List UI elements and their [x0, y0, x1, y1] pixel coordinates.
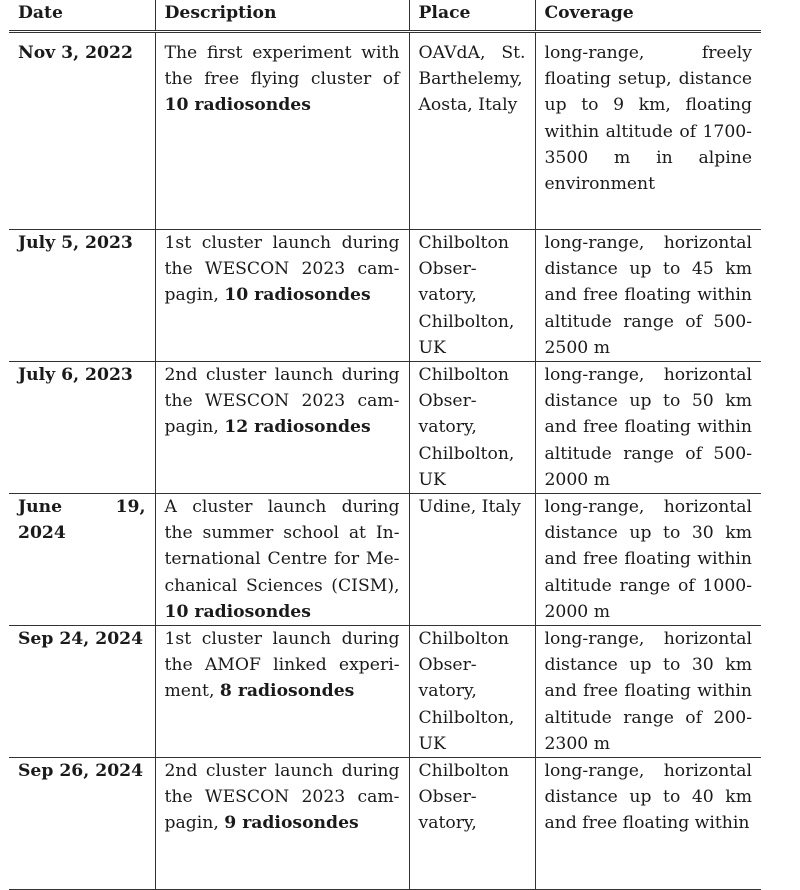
description-count: 10 radiosondes — [164, 601, 311, 622]
table-row — [9, 230, 761, 362]
row-place: Chilbolton Obser-vatory, Chilbolton, UK — [409, 230, 535, 362]
table-row — [9, 494, 761, 626]
row-place: Udine, Italy — [409, 494, 535, 626]
description-count: 8 radiosondes — [219, 681, 355, 702]
row-place: Chilbolton Obser-vatory, — [409, 758, 535, 890]
description-count: 12 radiosondes — [224, 417, 371, 438]
table-row — [9, 362, 761, 494]
description-text: 2nd cluster launch during the WESCON 2023 cam-pagin, — [164, 761, 400, 834]
row-coverage: long-range, horizontal distance up to 50 km and free floating within altitude range of 500-2000 m — [535, 362, 761, 494]
table-body — [9, 32, 761, 890]
row-date: Sep 24, 2024 — [9, 626, 155, 758]
row-date: June 19, 2024 — [9, 494, 155, 626]
description-text: 2nd cluster launch during the WESCON 2023 cam-pagin, — [164, 365, 400, 438]
description-text: A cluster launch during the summer school at In-ternational Centre for Me-chanical Sciences (CISM), — [164, 497, 400, 596]
description-text: 1st cluster launch during the WESCON 2023 cam-pagin, — [164, 233, 400, 306]
header-row — [9, 0, 761, 32]
row-description — [155, 32, 409, 230]
row-date: July 5, 2023 — [9, 230, 155, 362]
row-description — [155, 494, 409, 626]
row-coverage: long-range, horizontal distance up to 30 km and free floating within altitude range of 200-2300 m — [535, 626, 761, 758]
row-coverage: long-range, horizontal distance up to 30 km and free floating within altitude range of 1000-2000 m — [535, 494, 761, 626]
description-count: 10 radiosondes — [224, 285, 371, 306]
header-place: Place — [409, 0, 535, 32]
description-count: 10 radiosondes — [164, 95, 311, 116]
description-text: 1st cluster launch during the AMOF linked experi-ment, — [164, 629, 400, 702]
row-date: July 6, 2023 — [9, 362, 155, 494]
row-place: Chilbolton Obser-vatory, Chilbolton, UK — [409, 362, 535, 494]
row-place: OAVdA, St. Barthelemy, Aosta, Italy — [409, 32, 535, 230]
header-date: Date — [9, 0, 155, 32]
header-coverage: Coverage — [535, 0, 761, 32]
row-description — [155, 230, 409, 362]
launches-table — [9, 0, 761, 890]
row-coverage: long-range, horizontal distance up to 45 km and free floating within altitude range of 500-2500 m — [535, 230, 761, 362]
row-place: Chilbolton Obser-vatory, Chilbolton, UK — [409, 626, 535, 758]
row-coverage: long-range, freely floating setup, distance up to 9 km, floating within altitude of 1700-3500 m in alpine environment — [535, 32, 761, 230]
row-description — [155, 362, 409, 494]
table-row — [9, 758, 761, 890]
row-date: Sep 26, 2024 — [9, 758, 155, 890]
header-description: Description — [155, 0, 409, 32]
table-row — [9, 626, 761, 758]
description-text: The first experiment with the free flying cluster of — [164, 43, 400, 90]
table-header — [9, 0, 761, 32]
row-date: Nov 3, 2022 — [9, 32, 155, 230]
row-description — [155, 758, 409, 890]
row-coverage: long-range, horizontal distance up to 40 km and free floating within — [535, 758, 761, 890]
table-row — [9, 32, 761, 230]
description-count: 9 radiosondes — [224, 813, 359, 834]
row-description — [155, 626, 409, 758]
